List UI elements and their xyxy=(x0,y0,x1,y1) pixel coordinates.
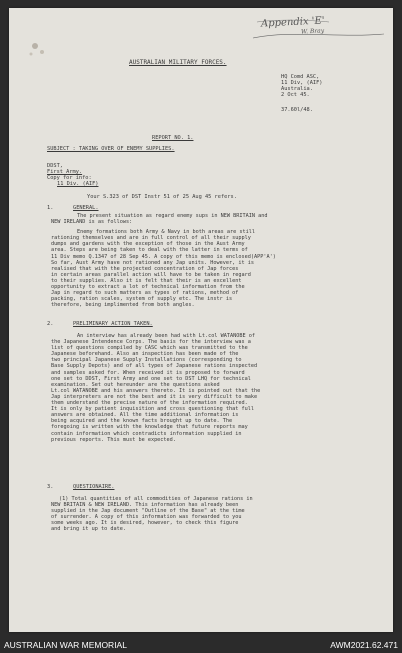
body-line: The present situation as regard enemy sups in NEW BRITAIN and xyxy=(77,213,268,219)
section-1-number: 1. xyxy=(47,205,54,211)
body-line: foregoing is written with the knowledge that future reports may xyxy=(51,424,248,431)
body-line: and bring it up to date. xyxy=(51,526,126,533)
handwritten-signature: W. Bray xyxy=(300,27,325,36)
addressee-line-2: First Army. xyxy=(47,169,83,175)
address-line-1: HQ Comd ASC, xyxy=(281,74,320,80)
body-line: one set to DDST, First Army and one set to DST LHQ for technical xyxy=(51,375,251,382)
addressee-line-4: 11 Div. (AIF) xyxy=(57,181,99,187)
body-line: NEW IRELAND is as follows: xyxy=(51,219,133,226)
body-line: Lt.col WATANOBE and his answers thereto. It is pointed out that the xyxy=(51,387,261,394)
body-line: (1) Total quantities of all commodities of Japanese rations in xyxy=(59,496,253,502)
body-line: previous reports. This must be expected. xyxy=(51,436,176,443)
section-1-heading: GENERAL. xyxy=(73,205,99,211)
body-line: It is only by patient inquisition and cross questioning that full xyxy=(51,406,255,413)
body-line: supplied in the Jap document "Outline of the Base" at the time xyxy=(51,508,245,515)
body-line: So far, Aust Army have not rationed any Jap units. However, it is xyxy=(51,259,255,266)
body-line: packing, ration scales, system of supply etc. The instr is xyxy=(51,296,233,303)
body-line: realised that with the projected concentration of Jap forces xyxy=(51,265,239,272)
punch-hole-marks xyxy=(25,38,55,62)
body-line: them understand the precise nature of the information required. xyxy=(51,400,248,407)
address-date: 2 Oct 45. xyxy=(281,92,310,98)
section-2-heading: PRELIMINARY ACTION TAKEN. xyxy=(73,321,153,327)
section-3-body xyxy=(51,496,371,533)
body-line: therefore, being implimented from both angles. xyxy=(51,302,195,309)
report-subject: SUBJECT : TAKING OVER OF ENEMY SUPPLIES. xyxy=(47,146,175,152)
body-line: An interview has already been had with Lt.col WATANOBE of xyxy=(77,333,256,339)
file-reference: 37.60l/48. xyxy=(281,107,313,113)
address-line-3: Australia. xyxy=(281,86,313,92)
document-page xyxy=(9,8,393,632)
section-3-number: 3. xyxy=(47,484,54,490)
body-line: Enemy formations both Army & Navy in both areas are still xyxy=(77,229,256,236)
body-line: Jap in regard to such matters as types of rations, method of xyxy=(51,290,239,297)
body-line: being acquired and the known facts brought up to date. The xyxy=(51,418,233,425)
body-line: 11 Div memo Q.1347 of 28 Sep 45. A copy of this memo is enclosed(APP'A') xyxy=(51,253,276,260)
body-line: dumps and gardens with the exception of those in the Aust Army xyxy=(51,241,245,248)
body-line: Jap interpreters are not the best and it is very difficult to make xyxy=(51,393,258,400)
addressee-line-3: Copy for info: xyxy=(47,175,92,181)
footer-institution: AUSTRALIAN WAR MEMORIAL xyxy=(4,640,127,650)
footer-catalogue-id: AWM2021.62.471 xyxy=(330,640,398,650)
addressee-line-1: DDST, xyxy=(47,163,63,169)
body-line: of surrender. A copy of this information was forwarded to you xyxy=(51,514,242,521)
body-line: area. Steps are being taken to deal with the latter in terms of xyxy=(51,247,248,254)
body-line: Japanese beforehand. Also an inspection has been made of the xyxy=(51,351,239,358)
body-line: in certain areas parallel action will have to be taken in regard xyxy=(51,271,251,278)
reference-line: Your S.323 of DST Instr 51 of 25 Aug 45 refers. xyxy=(87,194,237,200)
body-line: the Japanese Intendence Corps. The basis for the interview was a xyxy=(51,339,251,346)
body-line: examination. Set out hereunder are the questions asked xyxy=(51,381,220,388)
body-line: list of questions compiled by CASC which was transmitted to the xyxy=(51,345,248,352)
body-line: NEW BRITAIN & NEW IRELAND. This information has already been xyxy=(51,502,239,509)
body-line: to their supplies. Also it is felt that their is an excellent xyxy=(51,277,242,284)
section-1-body xyxy=(51,213,371,308)
body-line: Base Supply Depots) and of all types of Japanese rations inspected xyxy=(51,363,258,370)
body-line: some weeks ago. It is desired, however, to check this figure xyxy=(51,520,239,527)
body-line: contain information which contradicts information supplied in xyxy=(51,430,242,437)
body-line: opportunity to extract a lot of technical information from the xyxy=(51,284,245,291)
section-2-number: 2. xyxy=(47,321,54,327)
document-title: AUSTRALIAN MILITARY FORCES. xyxy=(129,59,227,66)
body-line: two principal Japanese Supply Installations (corresponding to xyxy=(51,357,242,364)
section-2-body xyxy=(51,333,371,443)
body-line: answers are obtained. All the time additional information is xyxy=(51,412,239,419)
archive-footer xyxy=(0,637,402,653)
report-title: REPORT NO. 1. xyxy=(152,135,194,141)
body-line: and samples asked for. When received it is proposed to forward xyxy=(51,369,245,376)
handwritten-appendix-note: Appendix 'E' xyxy=(260,15,325,30)
address-line-2: 11 Div, (AIF) xyxy=(281,80,323,86)
section-3-heading: QUESTIONAIRE. xyxy=(73,484,115,490)
body-line: rationing themselves and are in full control of all their supply xyxy=(51,235,251,242)
handwritten-underline xyxy=(249,16,389,44)
